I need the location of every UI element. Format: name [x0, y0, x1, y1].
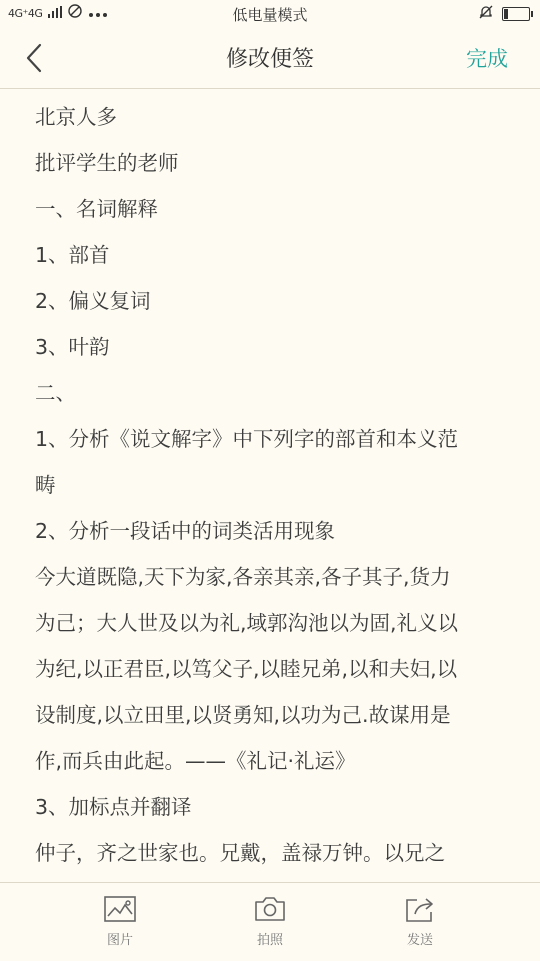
status-right [478, 4, 530, 24]
battery-level [504, 9, 508, 19]
picture-icon [103, 895, 137, 923]
picture-label: 图片 [106, 933, 133, 948]
bottom-toolbar [0, 882, 540, 961]
nav-bar [0, 28, 540, 89]
page-title: 修改便签 [225, 47, 314, 72]
note-line: 批评学生的老师 [35, 151, 179, 175]
note-line: 3、加标点并翻译 [35, 795, 192, 819]
battery-icon [502, 7, 530, 21]
note-line: 畴 [35, 473, 56, 497]
mute-bell-icon [478, 4, 494, 24]
camera-icon [253, 895, 287, 923]
signal-indicator: 4G⁺4G [8, 6, 43, 20]
note-line: 北京人多 [35, 105, 117, 129]
note-line: 一、名词解释 [35, 197, 158, 221]
note-line: 3、叶韵 [35, 335, 110, 359]
note-line: 仲子，齐之世家也。兄戴，盖禄万钟。以兄之 [35, 841, 445, 865]
send-label: 发送 [406, 933, 433, 948]
note-line: 今大道既隐,天下为家,各亲其亲,各子其子,货力 [35, 565, 451, 589]
send-button[interactable] [380, 895, 460, 948]
note-line: 为纪,以正君臣,以笃父子,以睦兄弟,以和夫妇,以 [35, 657, 458, 681]
note-editor[interactable] [35, 94, 505, 874]
picture-button[interactable] [80, 895, 160, 948]
note-line: 作,而兵由此起。——《礼记·礼运》 [35, 749, 356, 773]
note-line: 1、部首 [35, 243, 110, 267]
note-line: 2、偏义复词 [35, 289, 151, 313]
photo-label: 拍照 [256, 933, 283, 948]
note-line: 为己；大人世及以为礼,域郭沟池以为固,礼义以 [35, 611, 459, 635]
note-line: 二、 [35, 381, 76, 405]
status-bar [0, 0, 540, 28]
note-line: 2、分析一段话中的词类活用现象 [35, 519, 336, 543]
share-icon [403, 895, 437, 923]
low-power-mode-text: 低电量模式 [232, 6, 308, 24]
take-photo-button[interactable] [230, 895, 310, 948]
done-button[interactable]: 完成 [466, 47, 508, 71]
note-line: 1、分析《说文解字》中下列字的部首和本义范 [35, 427, 459, 451]
note-line: 设制度,以立田里,以贤勇知,以功为己.故谋用是 [35, 703, 451, 727]
